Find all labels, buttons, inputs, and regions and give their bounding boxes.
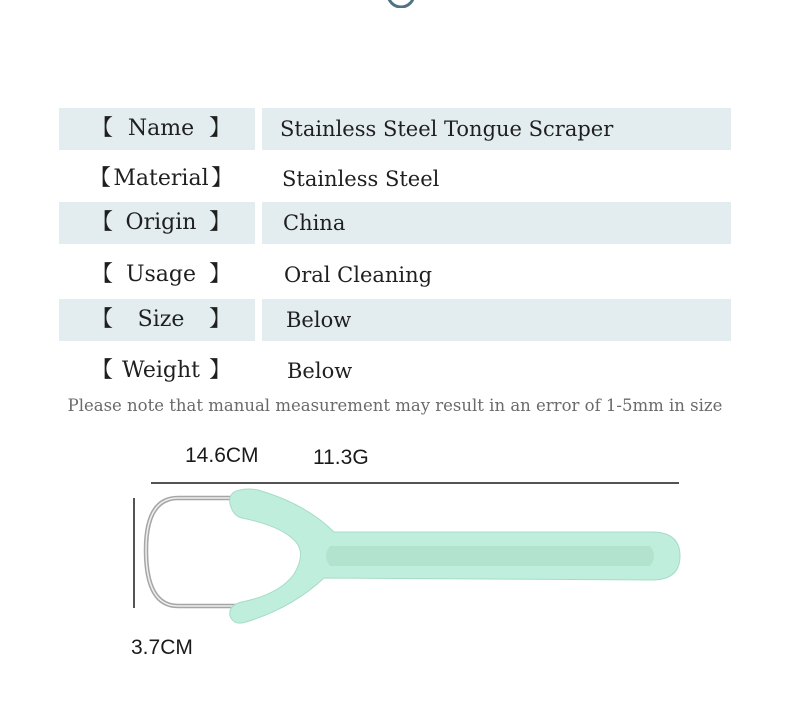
brand-logo-icon (381, 0, 421, 8)
spec-value-cell (262, 108, 731, 150)
length-label: 14.6CM (185, 444, 259, 467)
spec-key-cell (59, 299, 255, 341)
spec-key-cell (59, 350, 255, 392)
bracket-open: 【 (89, 166, 112, 191)
spec-row-size (59, 299, 731, 341)
spec-value: Below (287, 359, 353, 383)
spec-key: Material (113, 166, 209, 191)
spec-key: Origin (125, 210, 197, 235)
bracket-open: 【 (91, 307, 114, 332)
spec-key-cell (59, 254, 255, 296)
spec-row-name (59, 108, 731, 150)
spec-value-cell (262, 299, 731, 341)
bracket-open: 【 (91, 358, 114, 383)
spec-key-cell (59, 158, 255, 200)
bracket-close: 】 (209, 358, 232, 383)
bracket-open: 【 (91, 210, 114, 235)
spec-key: Usage (125, 262, 197, 287)
bracket-close: 】 (209, 210, 232, 235)
spec-value-cell (262, 202, 731, 244)
spec-row-origin (59, 202, 731, 244)
spec-row-material (59, 158, 731, 200)
spec-key: Size (137, 307, 185, 332)
bracket-close: 】 (209, 116, 232, 141)
bracket-open: 【 (91, 262, 114, 287)
spec-value-cell (262, 350, 731, 392)
steel-loop-highlight (146, 498, 238, 606)
spec-key-cell (59, 108, 255, 150)
tongue-scraper-image (120, 470, 690, 630)
measurement-note: Please note that manual measurement may result in an error of 1-5mm in size (67, 396, 723, 415)
steel-loop (146, 498, 238, 606)
handle-grip (326, 546, 654, 566)
spec-value: Oral Cleaning (284, 263, 433, 287)
spec-value-cell (262, 254, 731, 296)
spec-value-cell (262, 158, 731, 200)
bracket-close: 】 (209, 262, 232, 287)
spec-value: Stainless Steel (282, 167, 440, 191)
spec-row-weight (59, 350, 731, 392)
spec-key: Name (127, 116, 195, 141)
spec-value: Stainless Steel Tongue Scraper (280, 117, 614, 141)
spec-key: Weight (122, 358, 200, 383)
spec-value: China (283, 211, 346, 235)
spec-key-cell (59, 202, 255, 244)
bracket-open: 【 (91, 116, 114, 141)
bracket-close: 】 (209, 307, 232, 332)
weight-label: 11.3G (313, 446, 369, 469)
bracket-close: 】 (211, 166, 234, 191)
spec-value: Below (286, 308, 352, 332)
width-label: 3.7CM (131, 636, 193, 659)
spec-row-usage (59, 254, 731, 296)
